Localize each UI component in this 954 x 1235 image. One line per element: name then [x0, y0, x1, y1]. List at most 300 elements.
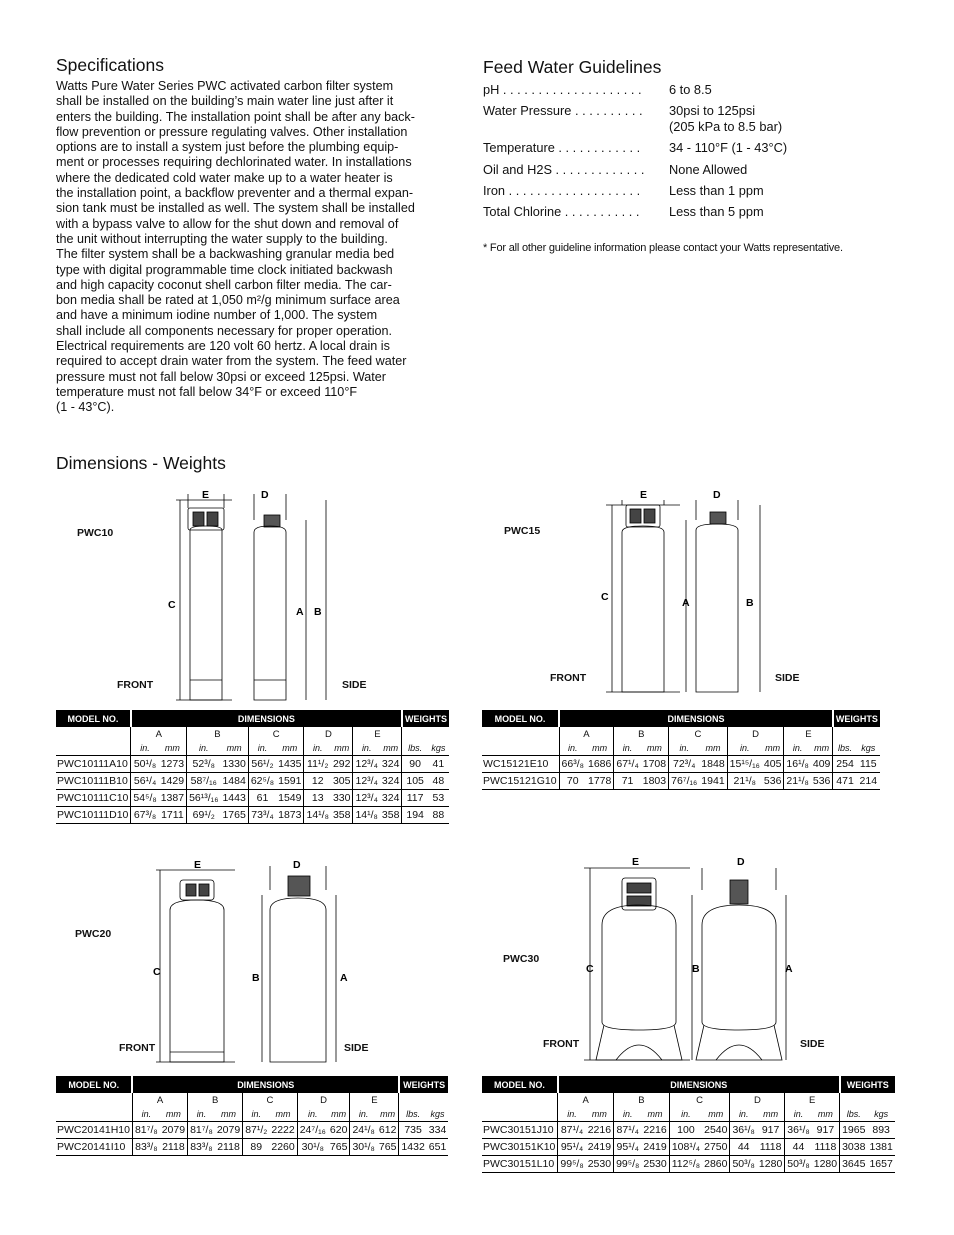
- dim-in: 67¹/₄: [614, 756, 641, 773]
- dim-in: 30¹/₈: [350, 1139, 377, 1156]
- table-row: [56, 1122, 448, 1139]
- dim-in: 30¹/₈: [297, 1139, 328, 1156]
- dim-in: 72³/₄: [669, 756, 700, 773]
- dim-in: 14¹/₈: [353, 807, 380, 824]
- dim-mm: 620: [328, 1122, 350, 1139]
- pwc10-front-tank-icon: [176, 494, 232, 700]
- dimension-letter: B: [614, 1093, 670, 1107]
- pwc30-spec-table: [482, 1076, 895, 1173]
- dim-mm: 765: [377, 1139, 399, 1156]
- weights-header: WEIGHTS: [833, 710, 880, 727]
- dim-in: 71: [614, 773, 641, 790]
- table-header-row: [56, 710, 449, 727]
- pwc20-side-tank-icon: [262, 866, 336, 1062]
- specifications-line: shall include all components necessary for proper operation.: [56, 323, 393, 338]
- dimensions-header: DIMENSIONS: [131, 710, 402, 727]
- weight-lbs: 254: [833, 756, 857, 773]
- weight-lbs: 3038: [840, 1139, 868, 1156]
- dim-in: 14¹/₈: [304, 807, 331, 824]
- dim-mm: 2860: [702, 1156, 730, 1173]
- specifications-line: (1 - 43°C).: [56, 400, 115, 415]
- dim-in: 36¹/₈: [730, 1122, 757, 1139]
- dim-mm: 1273: [159, 756, 187, 773]
- dimension-letter: D: [727, 727, 784, 741]
- dim-mm: 405: [762, 756, 784, 773]
- unit-in: in.: [784, 741, 811, 756]
- dim-mm: 536: [811, 773, 833, 790]
- weight-lbs: 90: [402, 756, 428, 773]
- dim-in: 81⁷/₈: [132, 1122, 159, 1139]
- dimension-letter: E: [353, 727, 402, 741]
- unit-in: in.: [243, 1107, 270, 1122]
- weight-lbs: 1432: [399, 1139, 427, 1156]
- dim-mm: 536: [762, 773, 784, 790]
- pwc20-front-tank-icon: [156, 870, 235, 1062]
- dim-mm: 612: [377, 1122, 399, 1139]
- unit-kgs: kgs: [428, 741, 449, 756]
- dim-in: 67³/₈: [131, 807, 159, 824]
- dim-mm: 292: [331, 756, 353, 773]
- dim-in: 83³/₈: [188, 1139, 215, 1156]
- feed-water-title: Feed Water Guidelines: [483, 57, 662, 77]
- weight-lbs: 105: [402, 773, 428, 790]
- dim-in: 81⁷/₈: [188, 1122, 215, 1139]
- unit-in: in.: [614, 1107, 642, 1122]
- dim-in: 11¹/₂: [304, 756, 331, 773]
- dimension-letter: C: [669, 727, 728, 741]
- units-row: [56, 1107, 448, 1122]
- specifications-line: the installation point, a backflow preventer and a thermal expan-: [56, 186, 414, 201]
- letters-row: [56, 727, 449, 741]
- model-number: WC15121E10: [482, 756, 559, 773]
- dim-in: 56¹/₄: [131, 773, 159, 790]
- blank-cell: [56, 1107, 132, 1122]
- table-header-row: [482, 710, 880, 727]
- pwc15-front-label: FRONT: [550, 672, 587, 684]
- feed-water-value: None Allowed: [669, 161, 748, 177]
- specifications-line: options are to install a system just before the plumbing equip-: [56, 140, 399, 155]
- unit-mm: mm: [757, 1107, 785, 1122]
- dim-in: 12³/₄: [353, 790, 380, 807]
- dim-mm: 324: [380, 773, 402, 790]
- specifications-line: pressure must not fall below 30psi or exceed 125psi. Water: [56, 369, 386, 384]
- dim-in: 44: [730, 1139, 757, 1156]
- unit-mm: mm: [586, 741, 614, 756]
- svg-text:D: D: [261, 489, 269, 501]
- unit-in: in.: [350, 1107, 377, 1122]
- dim-mm: 1280: [812, 1156, 840, 1173]
- specifications-line: shall be installed on the building’s main water line just after it: [56, 94, 394, 109]
- dim-mm: 2118: [160, 1139, 188, 1156]
- unit-mm: mm: [276, 741, 304, 756]
- specifications-line: required to accept drain water from the system. The feed water: [56, 354, 407, 369]
- dim-in: 21¹/₈: [727, 773, 762, 790]
- pwc15-label: PWC15: [504, 525, 541, 537]
- specifications-line: enters the building. The installation point shall be after any back-: [56, 109, 415, 124]
- feed-water-param: Oil and H2S . . . . . . . . . . . . .: [483, 161, 645, 177]
- dim-in: 112⁵/₈: [669, 1156, 702, 1173]
- svg-text:D: D: [737, 856, 745, 868]
- dim-in: 66³/₈: [559, 756, 586, 773]
- table-header-row: [482, 1076, 895, 1093]
- unit-in: in.: [132, 1107, 159, 1122]
- model-number: PWC10111D10: [56, 807, 131, 824]
- feed-water-value: 6 to 8.5: [669, 82, 712, 97]
- dim-in: 15¹⁵/₁₆: [727, 756, 762, 773]
- specifications-line: and have a minimum iodine number of 1,000. The system: [56, 308, 378, 323]
- dim-in: 89: [243, 1139, 270, 1156]
- unit-mm: mm: [328, 1107, 350, 1122]
- dim-in: 100: [669, 1122, 702, 1139]
- unit-in: in.: [785, 1107, 812, 1122]
- dimension-letter: C: [243, 1093, 298, 1107]
- dim-mm: 1330: [220, 756, 248, 773]
- model-header: MODEL NO.: [56, 1076, 132, 1093]
- unit-mm: mm: [380, 741, 402, 756]
- dim-mm: 917: [757, 1122, 785, 1139]
- dim-in: 62⁵/₈: [248, 773, 276, 790]
- specifications-line: type with digital programmable time clock initiated backwash: [56, 262, 393, 277]
- weight-lbs: 194: [402, 807, 428, 824]
- dim-mm: 1429: [159, 773, 187, 790]
- dimensions-title: Dimensions - Weights: [56, 453, 226, 473]
- blank-cell: [840, 1093, 895, 1107]
- blank-cell: [56, 741, 131, 756]
- unit-lbs: lbs.: [833, 741, 857, 756]
- pwc30-side-label: SIDE: [800, 1038, 825, 1050]
- svg-text:B: B: [252, 972, 260, 984]
- dim-mm: 1708: [641, 756, 669, 773]
- dim-mm: 1941: [699, 773, 727, 790]
- dim-in: 12³/₄: [353, 773, 380, 790]
- dim-in: 61: [248, 790, 276, 807]
- unit-mm: mm: [699, 741, 727, 756]
- table-row: [56, 807, 449, 824]
- blank-cell: [482, 727, 559, 741]
- dim-in: 44: [785, 1139, 812, 1156]
- feed-water-param: Iron . . . . . . . . . . . . . . . . . . .: [483, 182, 641, 198]
- dim-mm: 324: [380, 756, 402, 773]
- dim-in: 87¹/₂: [243, 1122, 270, 1139]
- unit-mm: mm: [762, 741, 784, 756]
- dim-mm: 1778: [586, 773, 614, 790]
- unit-in: in.: [558, 1107, 586, 1122]
- specifications-title: Specifications: [56, 55, 164, 75]
- dimension-letter: A: [131, 727, 187, 741]
- pwc15-front-tank-icon: [606, 500, 680, 692]
- feed-water-value-extra: (205 kPa to 8.5 bar): [669, 119, 783, 135]
- model-number: PWC30151L10: [482, 1156, 558, 1173]
- unit-in: in.: [353, 741, 380, 756]
- dim-in: 50³/₈: [785, 1156, 812, 1173]
- weight-lbs: 735: [399, 1122, 427, 1139]
- dim-mm: 2222: [269, 1122, 297, 1139]
- blank-cell: [56, 727, 131, 741]
- dim-mm: 1435: [276, 756, 304, 773]
- svg-text:B: B: [692, 963, 700, 975]
- dim-in: 87¹/₄: [614, 1122, 642, 1139]
- dimension-letter: D: [304, 727, 353, 741]
- dimension-letter: E: [784, 727, 833, 741]
- pwc10-side-label: SIDE: [342, 679, 367, 691]
- dim-in: 12³/₄: [353, 756, 380, 773]
- dim-in: 70: [559, 773, 586, 790]
- dimensions-header: DIMENSIONS: [558, 1076, 840, 1093]
- dimension-letter: B: [614, 727, 669, 741]
- model-header: MODEL NO.: [482, 1076, 558, 1093]
- svg-text:A: A: [340, 972, 348, 984]
- svg-text:D: D: [713, 489, 721, 501]
- unit-mm: mm: [220, 741, 248, 756]
- dim-in: 16¹/₈: [784, 756, 811, 773]
- model-number: PWC20141H10: [56, 1122, 132, 1139]
- svg-text:E: E: [632, 856, 640, 868]
- dim-in: 56¹/₂: [248, 756, 276, 773]
- unit-kgs: kgs: [867, 1107, 894, 1122]
- svg-text:C: C: [586, 963, 594, 975]
- unit-mm: mm: [377, 1107, 399, 1122]
- dimension-letter: D: [297, 1093, 350, 1107]
- weight-kgs: 893: [867, 1122, 894, 1139]
- dim-mm: 1549: [276, 790, 304, 807]
- dim-in: 50³/₈: [730, 1156, 757, 1173]
- blank-cell: [833, 727, 880, 741]
- specifications-line: temperature must not fall below 34°F or exceed 110°F: [56, 384, 358, 399]
- table-row: [482, 1156, 895, 1173]
- letters-row: [56, 1093, 448, 1107]
- dim-in: 24¹/₈: [350, 1122, 377, 1139]
- dim-mm: 2750: [702, 1139, 730, 1156]
- pwc20-side-label: SIDE: [344, 1042, 369, 1054]
- svg-text:E: E: [202, 489, 210, 501]
- unit-in: in.: [248, 741, 276, 756]
- weight-kgs: 1657: [867, 1156, 894, 1173]
- dimension-letter: B: [187, 727, 249, 741]
- unit-mm: mm: [269, 1107, 297, 1122]
- unit-lbs: lbs.: [840, 1107, 868, 1122]
- dimension-letter: A: [132, 1093, 187, 1107]
- unit-mm: mm: [586, 1107, 614, 1122]
- feed-water-value: 30psi to 125psi: [669, 103, 756, 119]
- dimension-letter: C: [669, 1093, 730, 1107]
- dimension-letter: D: [730, 1093, 785, 1107]
- weight-kgs: 214: [857, 773, 880, 790]
- dim-in: 36¹/₈: [785, 1122, 812, 1139]
- weight-kgs: 115: [857, 756, 880, 773]
- blank-cell: [482, 741, 559, 756]
- dim-mm: 2216: [641, 1122, 669, 1139]
- model-header: MODEL NO.: [482, 710, 559, 727]
- dimension-letter: A: [558, 1093, 614, 1107]
- svg-text:C: C: [168, 599, 176, 611]
- dim-mm: 1280: [757, 1156, 785, 1173]
- model-number: PWC10111A10: [56, 756, 131, 773]
- model-number: PWC15121G10: [482, 773, 559, 790]
- dim-in: 73³/₄: [248, 807, 276, 824]
- feed-water-value: Less than 5 ppm: [669, 204, 764, 220]
- weight-lbs: 3645: [840, 1156, 868, 1173]
- specifications-line: bon media shall be rated at 1,050 m²/g minimum surface area: [56, 293, 400, 308]
- dim-mm: 1484: [220, 773, 248, 790]
- blank-cell: [56, 1093, 132, 1107]
- dim-mm: 1591: [276, 773, 304, 790]
- model-number: PWC10111B10: [56, 773, 131, 790]
- dim-in: 12: [304, 773, 331, 790]
- dim-mm: 409: [811, 756, 833, 773]
- dim-mm: 1387: [159, 790, 187, 807]
- dimension-letter: E: [350, 1093, 399, 1107]
- dim-mm: 1803: [641, 773, 669, 790]
- table-row: [482, 773, 880, 790]
- dim-mm: 1873: [276, 807, 304, 824]
- unit-lbs: lbs.: [399, 1107, 427, 1122]
- dim-mm: 2540: [702, 1122, 730, 1139]
- dimension-letter: B: [188, 1093, 243, 1107]
- letters-row: [482, 1093, 895, 1107]
- pwc10-side-tank-icon: [254, 494, 326, 700]
- unit-in: in.: [187, 741, 221, 756]
- dim-in: 54⁵/₈: [131, 790, 159, 807]
- unit-mm: mm: [702, 1107, 730, 1122]
- dim-mm: 1711: [159, 807, 187, 824]
- feed-water-param: Water Pressure . . . . . . . . . .: [483, 103, 643, 119]
- unit-mm: mm: [641, 741, 669, 756]
- dimensions-header: DIMENSIONS: [559, 710, 833, 727]
- blank-cell: [402, 727, 449, 741]
- weight-kgs: 651: [427, 1139, 449, 1156]
- svg-text:A: A: [682, 597, 690, 609]
- units-row: [482, 1107, 895, 1122]
- unit-in: in.: [727, 741, 762, 756]
- unit-mm: mm: [811, 741, 833, 756]
- dim-in: 56¹³/₁₆: [187, 790, 221, 807]
- unit-mm: mm: [160, 1107, 188, 1122]
- weight-kgs: 48: [428, 773, 449, 790]
- dim-mm: 2260: [269, 1139, 297, 1156]
- unit-in: in.: [559, 741, 586, 756]
- pwc20-spec-table: [56, 1076, 448, 1156]
- weight-kgs: 1381: [867, 1139, 894, 1156]
- dim-in: 76⁷/₁₆: [669, 773, 700, 790]
- weight-lbs: 471: [833, 773, 857, 790]
- svg-text:D: D: [293, 859, 301, 871]
- unit-in: in.: [669, 1107, 702, 1122]
- specifications-line: with a bypass valve to allow for the shut down and removal of: [56, 216, 399, 231]
- dim-mm: 1118: [812, 1139, 840, 1156]
- unit-mm: mm: [812, 1107, 840, 1122]
- svg-text:C: C: [601, 591, 609, 603]
- dim-mm: 765: [328, 1139, 350, 1156]
- unit-mm: mm: [331, 741, 353, 756]
- dim-mm: 2216: [586, 1122, 614, 1139]
- pwc15-side-label: SIDE: [775, 672, 800, 684]
- unit-lbs: lbs.: [402, 741, 428, 756]
- unit-kgs: kgs: [427, 1107, 449, 1122]
- dim-mm: 2419: [586, 1139, 614, 1156]
- pwc30-front-label: FRONT: [543, 1038, 580, 1050]
- feed-water-note: * For all other guideline information please contact your Watts representative.: [483, 242, 843, 254]
- dim-mm: 1765: [220, 807, 248, 824]
- dim-mm: 2419: [641, 1139, 669, 1156]
- dimension-letter: E: [785, 1093, 840, 1107]
- specifications-line: flow prevention or pressure regulating valves. Other installation: [56, 124, 408, 139]
- pwc30-side-tank-icon: [692, 868, 786, 1060]
- specifications-line: The filter system shall be a backwashing granular media bed: [56, 247, 395, 262]
- dim-mm: 1686: [586, 756, 614, 773]
- dim-in: 95¹/₄: [558, 1139, 586, 1156]
- dim-in: 21¹/₈: [784, 773, 811, 790]
- specifications-line: ment or processes requiring dechlorinated water. In installations: [56, 155, 412, 170]
- dim-mm: 2530: [641, 1156, 669, 1173]
- dim-mm: 358: [380, 807, 402, 824]
- dimensions-header: DIMENSIONS: [132, 1076, 398, 1093]
- table-row: [56, 756, 449, 773]
- unit-in: in.: [614, 741, 641, 756]
- units-row: [482, 741, 880, 756]
- blank-cell: [482, 1107, 558, 1122]
- feed-water-param: pH . . . . . . . . . . . . . . . . . . . .: [483, 82, 642, 97]
- table-row: [56, 773, 449, 790]
- weights-header: WEIGHTS: [840, 1076, 895, 1093]
- weight-kgs: 41: [428, 756, 449, 773]
- specifications-line: Electrical requirements are 120 volt 60 hertz. A local drain is: [56, 339, 390, 354]
- pwc15-side-tank-icon: [686, 500, 760, 692]
- dim-mm: 2118: [215, 1139, 243, 1156]
- dim-mm: 2079: [160, 1122, 188, 1139]
- pwc10-label: PWC10: [77, 527, 114, 539]
- letters-row: [482, 727, 880, 741]
- dim-mm: 1848: [699, 756, 727, 773]
- dim-in: 83³/₈: [132, 1139, 159, 1156]
- weight-kgs: 334: [427, 1122, 449, 1139]
- dim-mm: 917: [812, 1122, 840, 1139]
- unit-in: in.: [730, 1107, 757, 1122]
- unit-in: in.: [188, 1107, 215, 1122]
- table-row: [482, 1139, 895, 1156]
- unit-in: in.: [304, 741, 331, 756]
- specifications-line: Watts Pure Water Series PWC activated carbon filter system: [56, 79, 394, 93]
- specifications-line: sion tank must be installed as well. The system shall be installed: [56, 201, 415, 216]
- weight-kgs: 88: [428, 807, 449, 824]
- specifications-line: where the dedicated cold water make up to a water heater is: [56, 170, 393, 185]
- unit-kgs: kgs: [857, 741, 880, 756]
- table-row: [482, 1122, 895, 1139]
- blank-cell: [482, 1093, 558, 1107]
- feed-water-param: Temperature . . . . . . . . . . . .: [483, 140, 641, 156]
- dim-in: 87¹/₄: [558, 1122, 586, 1139]
- unit-in: in.: [131, 741, 159, 756]
- model-number: PWC30151K10: [482, 1139, 558, 1156]
- svg-text:E: E: [640, 489, 648, 501]
- feed-water-value: 34 - 110°F (1 - 43°C): [669, 140, 788, 156]
- unit-mm: mm: [159, 741, 187, 756]
- model-header: MODEL NO.: [56, 710, 131, 727]
- svg-text:B: B: [746, 597, 754, 609]
- weight-kgs: 53: [428, 790, 449, 807]
- dim-mm: 1118: [757, 1139, 785, 1156]
- unit-in: in.: [669, 741, 700, 756]
- svg-text:E: E: [194, 859, 202, 871]
- model-number: PWC10111C10: [56, 790, 131, 807]
- svg-text:A: A: [296, 606, 304, 618]
- svg-text:C: C: [153, 966, 161, 978]
- pwc30-label: PWC30: [503, 953, 540, 965]
- dim-mm: 330: [331, 790, 353, 807]
- feed-water-param: Total Chlorine . . . . . . . . . . .: [483, 204, 640, 220]
- blank-cell: [399, 1093, 448, 1107]
- table-header-row: [56, 1076, 448, 1093]
- dim-in: 50¹/₈: [131, 756, 159, 773]
